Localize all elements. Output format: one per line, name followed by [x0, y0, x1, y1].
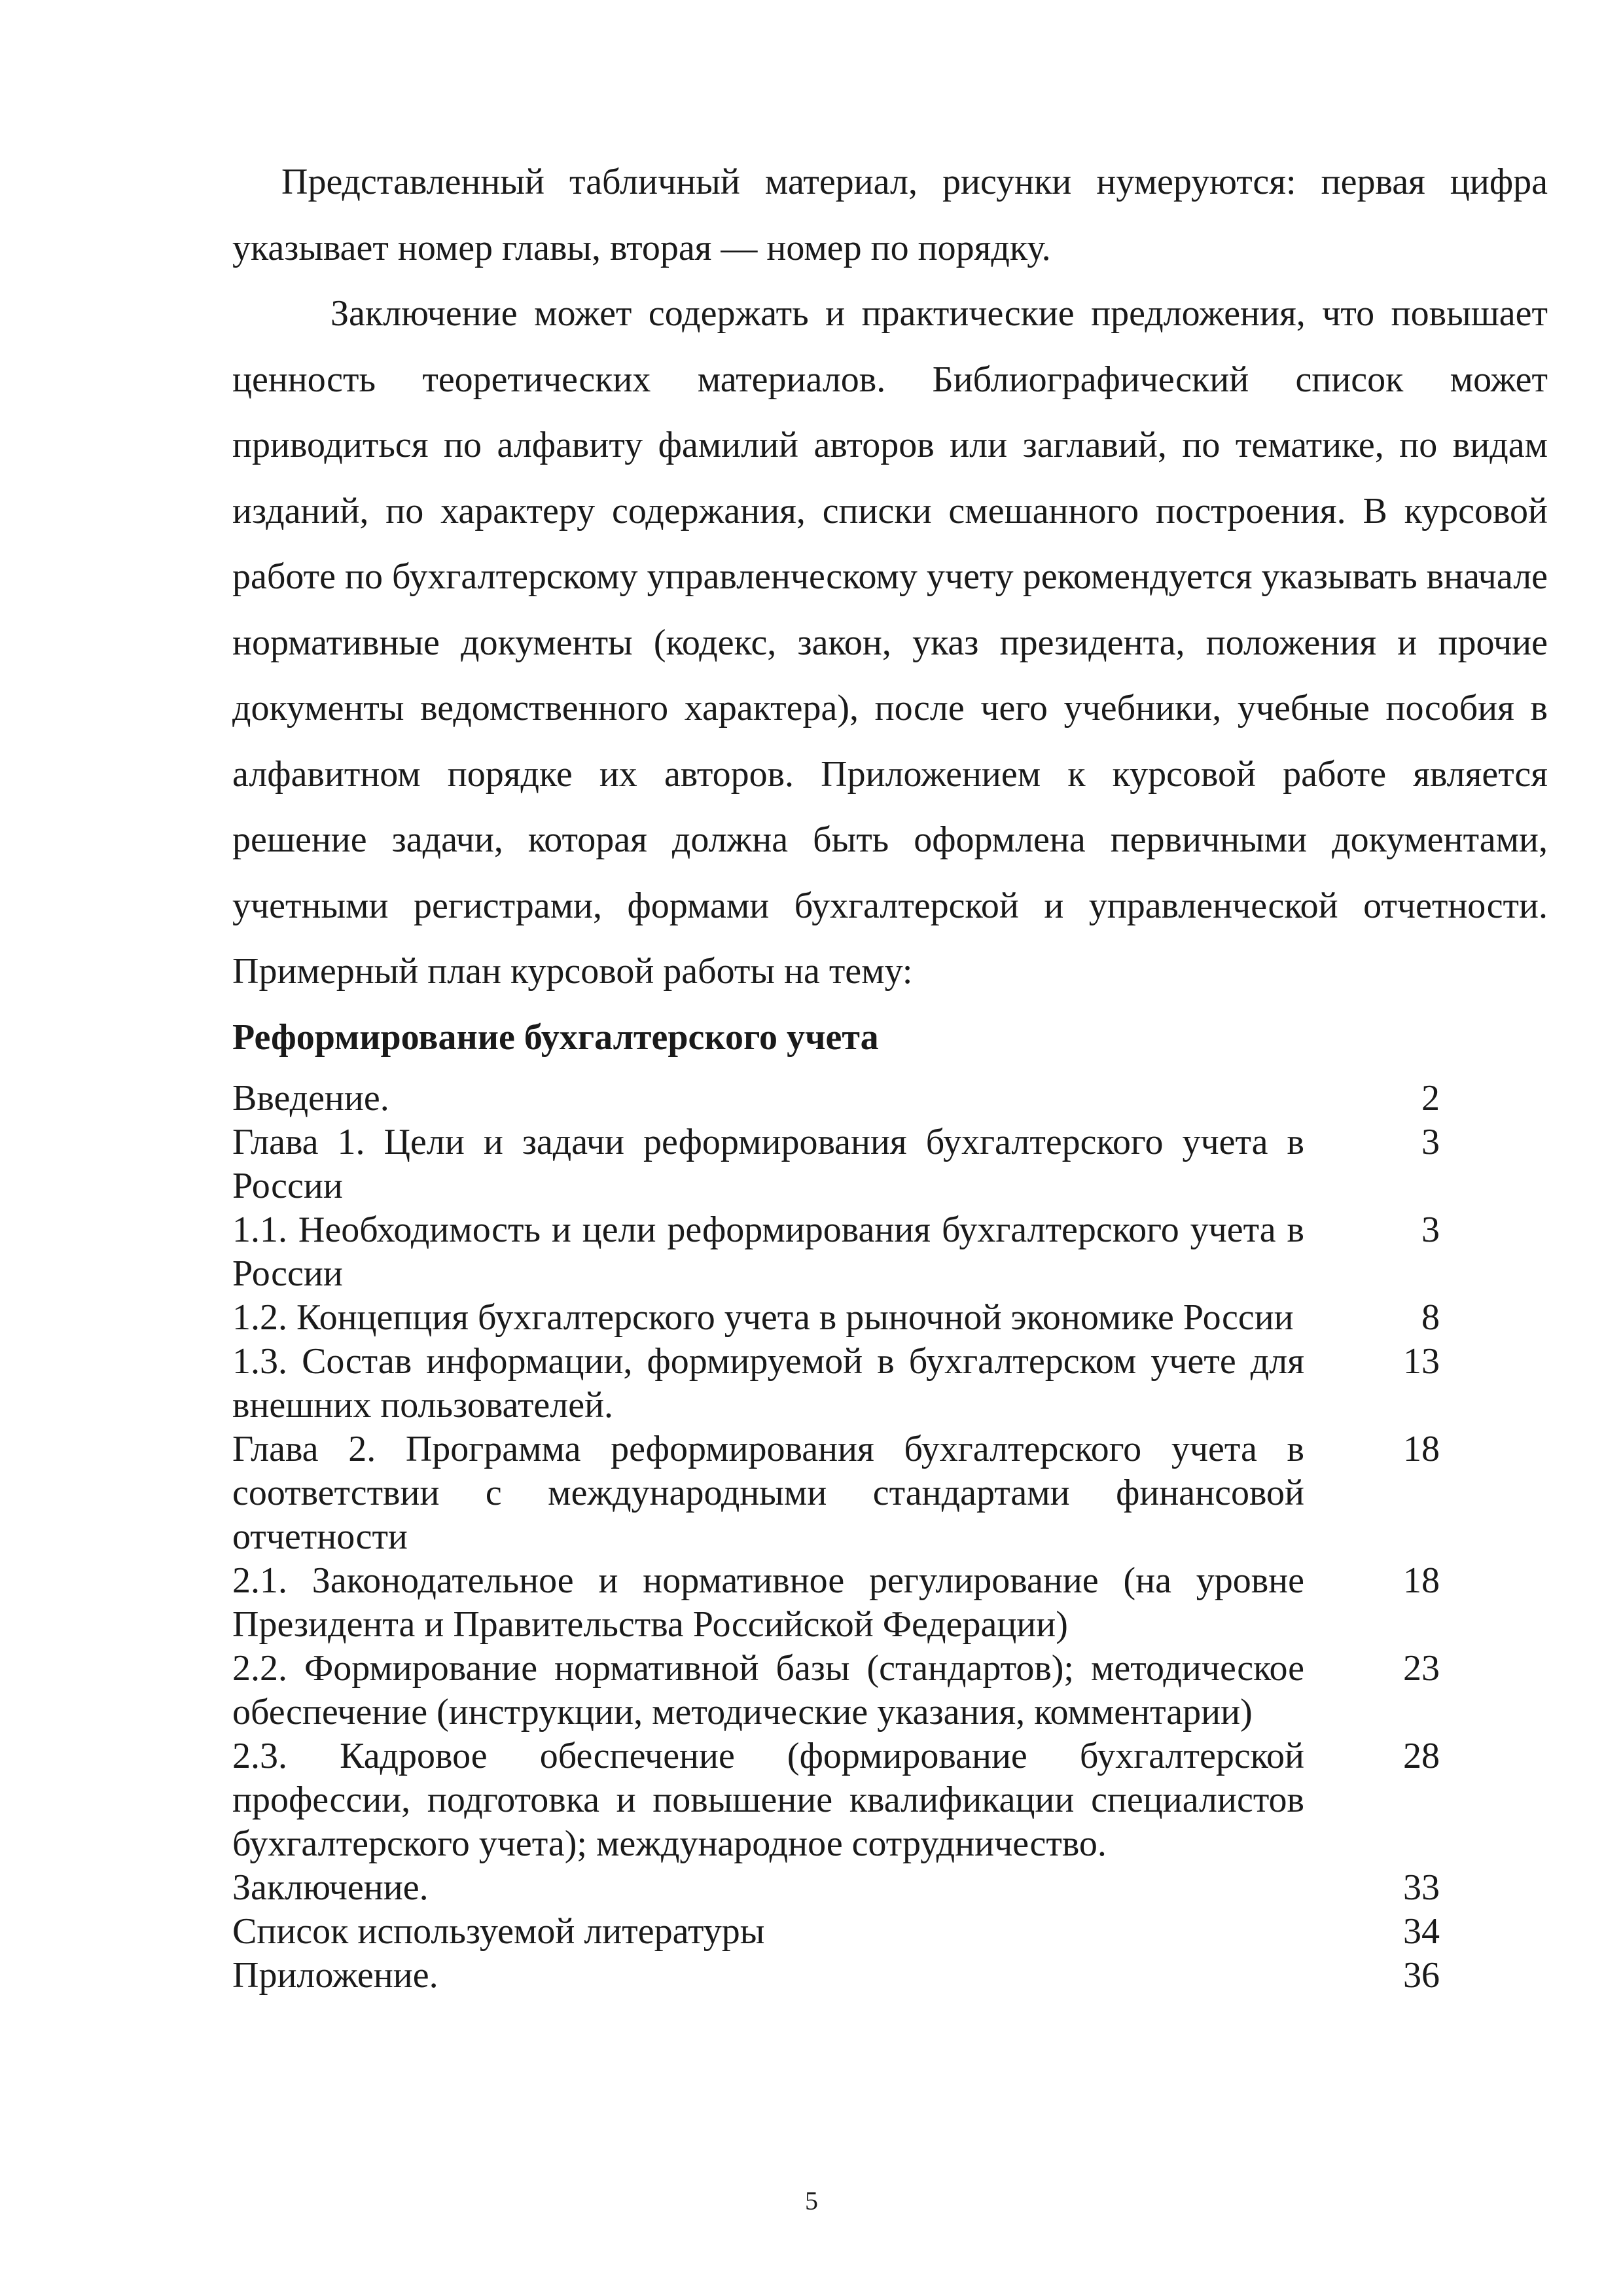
toc-row: [232, 1077, 1440, 1121]
page-content: [232, 149, 1548, 1998]
toc-item-page: 2: [1421, 1078, 1440, 1119]
toc-item-text: 2.3. Кадровое обеспечение (формирование бухгалтерской профессии, подготовка и повышение квалификации специалистов бухгалтерского учета); международное сотрудничество.: [232, 1736, 1304, 1864]
toc-item-text: 1.2. Концепция бухгалтерского учета в рыночной экономике России: [232, 1297, 1294, 1338]
toc-item-page: 3: [1421, 1122, 1440, 1162]
toc-item-text: Глава 2. Программа реформирования бухгалтерского учета в соответствии с международными стандартами финансовой отчетности: [232, 1429, 1304, 1557]
toc-item-text: 2.2. Формирование нормативной базы (стандартов); методическое обеспечение (инструкции, методические указания, комментарии): [232, 1648, 1304, 1732]
toc-item-page: 28: [1403, 1736, 1440, 1776]
toc-item-page: 36: [1403, 1955, 1440, 1996]
toc-item-text: Список используемой литературы: [232, 1911, 765, 1952]
toc-row: [232, 1340, 1440, 1427]
paragraph-tables-numbering: Представленный табличный материал, рисунки нумеруются: первая цифра указывает номер главы, вторая — номер по порядку.: [232, 162, 1548, 268]
toc-item-page: 23: [1403, 1648, 1440, 1689]
toc-item-page: 18: [1403, 1560, 1440, 1601]
toc-row: [232, 1954, 1440, 1998]
toc-item-text: 1.3. Состав информации, формируемой в бухгалтерском учете для внешних пользователей.: [232, 1341, 1304, 1426]
toc-row: [232, 1208, 1440, 1296]
toc-item-page: 3: [1421, 1210, 1440, 1250]
toc-row: [232, 1296, 1440, 1340]
toc-item-page: 18: [1403, 1429, 1440, 1469]
page-number: 5: [805, 2186, 818, 2215]
toc-item-text: 1.1. Необходимость и цели реформирования бухгалтерского учета в России: [232, 1210, 1304, 1294]
toc-row: [232, 1427, 1440, 1559]
table-of-contents: [232, 1077, 1440, 1998]
toc-row: [232, 1121, 1440, 1208]
toc-row: [232, 1559, 1440, 1647]
plan-title: Реформирование бухгалтерского учета: [232, 1016, 879, 1058]
toc-item-text: Приложение.: [232, 1955, 438, 1996]
toc-row: [232, 1866, 1440, 1910]
toc-item-page: 34: [1403, 1911, 1440, 1952]
toc-item-text: Глава 1. Цели и задачи реформирования бухгалтерского учета в России: [232, 1122, 1304, 1206]
toc-item-page: 13: [1403, 1341, 1440, 1382]
toc-row: [232, 1734, 1440, 1866]
toc-item-text: Заключение.: [232, 1867, 429, 1908]
toc-item-text: Введение.: [232, 1078, 389, 1119]
toc-row: [232, 1647, 1440, 1734]
toc-item-page: 33: [1403, 1867, 1440, 1908]
toc-item-text: 2.1. Законодательное и нормативное регулирование (на уровне Президента и Правительства Российской Федерации): [232, 1560, 1304, 1645]
toc-row: [232, 1910, 1440, 1954]
paragraph-conclusion-bibliography: Заключение может содержать и практические предложения, что повышает ценность теоретических материалов. Библиографический список может приводиться по алфавиту фамилий авторов или заглавий, по тематике, по видам изданий, по характеру содержания, списки смешанного построения. В курсовой работе по бухгалтерскому управленческому учету рекомендуется указывать вначале нормативные документы (кодекс, закон, указ президента, положения и прочие документы ведомственного характера), после чего учебники, учебные пособия в алфавитном порядке их авторов. Приложением к курсовой работе является решение задачи, которая должна быть оформлена первичными документами, учетными регистрами, формами бухгалтерской и управленческой отчетности. Примерный план курсовой работы на тему:: [232, 293, 1548, 992]
toc-item-page: 8: [1421, 1297, 1440, 1338]
